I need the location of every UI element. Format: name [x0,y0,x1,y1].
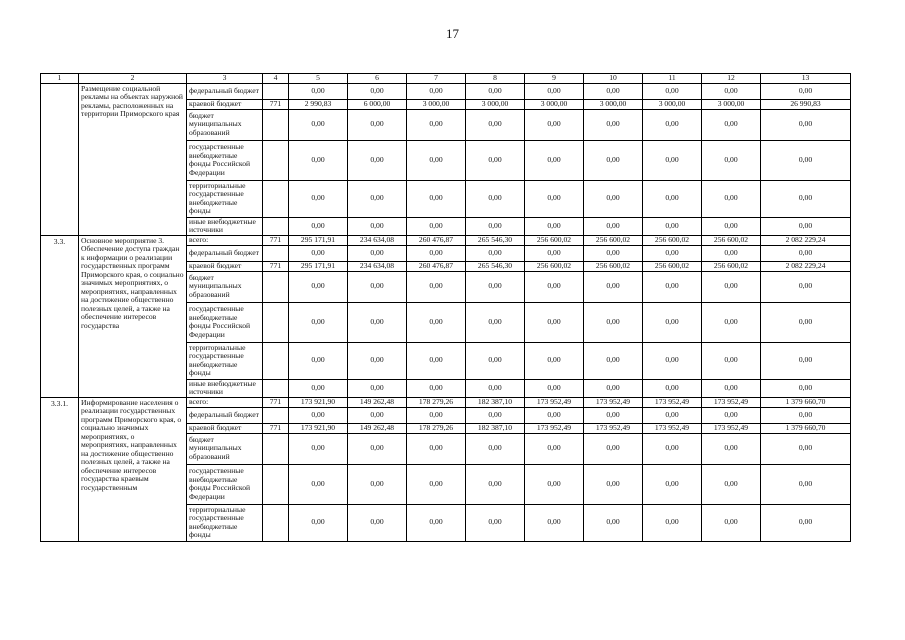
funding-source-cell: иные внебюджетные источники [187,217,263,235]
value-cell: 3 000,00 [643,99,702,109]
value-cell: 0,00 [289,407,348,423]
value-cell: 0,00 [466,217,525,235]
header-row [41,74,851,84]
value-cell: 0,00 [407,271,466,302]
value-cell: 0,00 [584,109,643,140]
funding-source-cell: бюджет муниципальных образований [187,271,263,302]
value-cell: 256 600,02 [643,261,702,271]
value-cell: 1 379 660,70 [761,397,851,407]
value-cell: 0,00 [466,302,525,342]
value-cell: 0,00 [348,464,407,504]
value-cell: 0,00 [702,433,761,464]
value-cell: 0,00 [407,180,466,217]
header-cell: 5 [289,74,348,84]
funding-source-cell: федеральный бюджет [187,83,263,99]
value-cell: 173 952,49 [584,397,643,407]
value-cell: 173 952,49 [525,423,584,433]
value-cell: 0,00 [348,504,407,541]
value-cell: 0,00 [702,109,761,140]
funding-source-cell: краевой бюджет [187,423,263,433]
value-cell: 173 952,49 [702,397,761,407]
value-cell: 0,00 [761,433,851,464]
value-cell: 0,00 [466,407,525,423]
value-cell: 0,00 [761,342,851,379]
value-cell: 0,00 [348,302,407,342]
value-cell: 0,00 [643,271,702,302]
value-cell: 173 952,49 [643,423,702,433]
budget-code-cell: 771 [263,423,289,433]
value-cell: 0,00 [289,302,348,342]
value-cell: 3 000,00 [584,99,643,109]
value-cell: 0,00 [466,83,525,99]
item-number-cell [41,83,79,235]
value-cell: 0,00 [407,504,466,541]
value-cell: 0,00 [525,180,584,217]
value-cell: 0,00 [289,379,348,397]
header-cell: 1 [41,74,79,84]
value-cell: 0,00 [348,217,407,235]
value-cell: 0,00 [702,379,761,397]
funding-source-cell: иные внебюджетные источники [187,379,263,397]
budget-code-cell: 771 [263,397,289,407]
value-cell: 178 279,26 [407,423,466,433]
value-cell: 0,00 [702,217,761,235]
value-cell: 0,00 [643,83,702,99]
value-cell: 0,00 [761,464,851,504]
value-cell: 3 000,00 [702,99,761,109]
value-cell: 0,00 [466,245,525,261]
value-cell: 173 952,49 [525,397,584,407]
budget-code-cell [263,109,289,140]
value-cell: 0,00 [761,180,851,217]
header-cell: 12 [702,74,761,84]
header-cell: 4 [263,74,289,84]
value-cell: 0,00 [584,379,643,397]
value-cell: 0,00 [407,109,466,140]
value-cell: 0,00 [466,464,525,504]
value-cell: 0,00 [584,433,643,464]
funding-source-cell: территориальные государственные внебюджетные фонды [187,342,263,379]
value-cell: 0,00 [702,302,761,342]
value-cell: 0,00 [466,504,525,541]
value-cell: 0,00 [761,83,851,99]
value-cell: 3 000,00 [407,99,466,109]
budget-code-cell [263,245,289,261]
value-cell: 0,00 [761,109,851,140]
value-cell: 0,00 [289,245,348,261]
value-cell: 0,00 [466,379,525,397]
budget-code-cell [263,140,289,180]
header-cell: 7 [407,74,466,84]
value-cell: 0,00 [584,217,643,235]
value-cell: 0,00 [643,464,702,504]
value-cell: 0,00 [466,433,525,464]
value-cell: 0,00 [525,504,584,541]
value-cell: 256 600,02 [525,261,584,271]
value-cell: 0,00 [702,407,761,423]
funding-source-cell: бюджет муниципальных образований [187,109,263,140]
value-cell: 0,00 [289,271,348,302]
value-cell: 0,00 [584,140,643,180]
value-cell: 0,00 [289,140,348,180]
value-cell: 0,00 [584,342,643,379]
funding-source-cell: территориальные государственные внебюджетные фонды [187,180,263,217]
header-cell: 2 [79,74,187,84]
value-cell: 256 600,02 [702,261,761,271]
budget-code-cell [263,302,289,342]
budget-body [41,74,851,542]
value-cell: 295 171,91 [289,261,348,271]
value-cell: 0,00 [643,140,702,180]
value-cell: 260 476,87 [407,235,466,245]
page-number: 17 [446,26,459,41]
value-cell: 0,00 [584,302,643,342]
funding-source-cell: федеральный бюджет [187,245,263,261]
value-cell: 0,00 [761,217,851,235]
value-cell: 0,00 [643,109,702,140]
value-cell: 0,00 [584,180,643,217]
value-cell: 2 082 229,24 [761,235,851,245]
header-cell: 6 [348,74,407,84]
value-cell: 2 082 229,24 [761,261,851,271]
value-cell: 0,00 [289,342,348,379]
value-cell: 0,00 [407,245,466,261]
item-name-cell: Основное мероприятие 3. Обеспечение доступа граждан к информации о реализации государственных программ Приморского края, о социально значимых мероприятиях, о мероприятиях, направленных на достижение общественно полезных целей, а также на обеспечение интересов государства [79,235,187,397]
value-cell: 0,00 [348,245,407,261]
funding-source-cell: всего: [187,235,263,245]
budget-table [40,73,851,542]
budget-code-cell [263,379,289,397]
value-cell: 0,00 [407,407,466,423]
value-cell: 6 000,00 [348,99,407,109]
value-cell: 234 634,08 [348,235,407,245]
value-cell: 0,00 [643,407,702,423]
value-cell: 26 990,83 [761,99,851,109]
value-cell: 0,00 [584,271,643,302]
value-cell: 0,00 [643,245,702,261]
value-cell: 0,00 [643,379,702,397]
value-cell: 234 634,08 [348,261,407,271]
budget-code-cell [263,342,289,379]
header-cell: 3 [187,74,263,84]
value-cell: 0,00 [584,504,643,541]
value-cell: 173 952,49 [643,397,702,407]
value-cell: 173 921,90 [289,423,348,433]
value-cell: 173 921,90 [289,397,348,407]
value-cell: 173 952,49 [702,423,761,433]
value-cell: 0,00 [348,271,407,302]
value-cell: 0,00 [348,109,407,140]
value-cell: 0,00 [348,83,407,99]
value-cell: 0,00 [584,83,643,99]
value-cell: 0,00 [643,504,702,541]
funding-source-cell: территориальные государственные внебюджетные фонды [187,504,263,541]
funding-source-cell: государственные внебюджетные фонды Российской Федерации [187,140,263,180]
value-cell: 0,00 [702,83,761,99]
funding-source-cell: краевой бюджет [187,261,263,271]
value-cell: 149 262,48 [348,397,407,407]
table-row [41,83,851,99]
header-cell: 13 [761,74,851,84]
value-cell: 3 000,00 [466,99,525,109]
value-cell: 0,00 [702,342,761,379]
value-cell: 0,00 [761,271,851,302]
value-cell: 0,00 [643,217,702,235]
value-cell: 0,00 [407,302,466,342]
value-cell: 260 476,87 [407,261,466,271]
value-cell: 0,00 [761,245,851,261]
budget-code-cell [263,83,289,99]
value-cell: 0,00 [702,271,761,302]
value-cell: 182 387,10 [466,423,525,433]
budget-code-cell [263,504,289,541]
value-cell: 0,00 [761,302,851,342]
value-cell: 0,00 [525,83,584,99]
value-cell: 0,00 [525,342,584,379]
value-cell: 0,00 [525,407,584,423]
value-cell: 3 000,00 [525,99,584,109]
value-cell: 0,00 [407,217,466,235]
value-cell: 0,00 [643,342,702,379]
funding-source-cell: государственные внебюджетные фонды Российской Федерации [187,302,263,342]
value-cell: 0,00 [466,180,525,217]
budget-code-cell: 771 [263,261,289,271]
item-number-cell: 3.3. [41,235,79,397]
value-cell: 0,00 [525,217,584,235]
header-cell: 10 [584,74,643,84]
value-cell: 0,00 [761,407,851,423]
value-cell: 0,00 [466,140,525,180]
value-cell: 0,00 [643,180,702,217]
value-cell: 0,00 [525,109,584,140]
budget-code-cell [263,433,289,464]
item-number-cell: 3.3.1. [41,397,79,541]
value-cell: 0,00 [525,433,584,464]
table-row [41,397,851,407]
value-cell: 0,00 [761,504,851,541]
header-cell: 8 [466,74,525,84]
value-cell: 149 262,48 [348,423,407,433]
value-cell: 256 600,02 [643,235,702,245]
value-cell: 0,00 [407,140,466,180]
value-cell: 173 952,49 [584,423,643,433]
value-cell: 0,00 [525,140,584,180]
value-cell: 1 379 660,70 [761,423,851,433]
value-cell: 0,00 [584,407,643,423]
value-cell: 0,00 [466,271,525,302]
value-cell: 265 546,30 [466,261,525,271]
value-cell: 0,00 [289,83,348,99]
value-cell: 0,00 [702,464,761,504]
value-cell: 256 600,02 [584,235,643,245]
value-cell: 0,00 [348,407,407,423]
value-cell: 0,00 [702,245,761,261]
budget-code-cell: 771 [263,235,289,245]
value-cell: 0,00 [525,379,584,397]
value-cell: 0,00 [289,217,348,235]
value-cell: 182 387,10 [466,397,525,407]
value-cell: 0,00 [584,464,643,504]
value-cell: 0,00 [702,180,761,217]
value-cell: 256 600,02 [584,261,643,271]
value-cell: 0,00 [584,245,643,261]
value-cell: 0,00 [525,245,584,261]
value-cell: 0,00 [702,140,761,180]
value-cell: 0,00 [643,302,702,342]
header-cell: 9 [525,74,584,84]
value-cell: 0,00 [407,433,466,464]
value-cell: 0,00 [761,140,851,180]
table-row [41,235,851,245]
funding-source-cell: федеральный бюджет [187,407,263,423]
value-cell: 0,00 [348,342,407,379]
budget-code-cell [263,464,289,504]
budget-code-cell [263,407,289,423]
value-cell: 0,00 [289,109,348,140]
value-cell: 0,00 [466,342,525,379]
value-cell: 295 171,91 [289,235,348,245]
value-cell: 178 279,26 [407,397,466,407]
value-cell: 0,00 [761,379,851,397]
value-cell: 0,00 [289,180,348,217]
funding-source-cell: краевой бюджет [187,99,263,109]
value-cell: 0,00 [407,83,466,99]
item-name-cell: Размещение социальной рекламы на объектах наружной рекламы, расположенных на территории Приморского края [79,83,187,235]
value-cell: 0,00 [407,342,466,379]
value-cell: 0,00 [407,379,466,397]
value-cell: 0,00 [289,464,348,504]
value-cell: 0,00 [348,433,407,464]
budget-code-cell [263,271,289,302]
value-cell: 0,00 [525,302,584,342]
value-cell: 0,00 [348,379,407,397]
value-cell: 256 600,02 [525,235,584,245]
funding-source-cell: государственные внебюджетные фонды Российской Федерации [187,464,263,504]
value-cell: 0,00 [643,433,702,464]
budget-code-cell [263,180,289,217]
item-name-cell: Информирование населения о реализации государственных программ Приморского края, о социально значимых мероприятиях, о мероприятиях, направленных на достижение общественно полезных целей, а также на обеспечение интересов государства краевым государственным [79,397,187,541]
header-cell: 11 [643,74,702,84]
value-cell: 2 990,83 [289,99,348,109]
value-cell: 0,00 [289,504,348,541]
value-cell: 0,00 [525,271,584,302]
value-cell: 0,00 [348,140,407,180]
value-cell: 265 546,30 [466,235,525,245]
value-cell: 0,00 [702,504,761,541]
value-cell: 0,00 [525,464,584,504]
value-cell: 256 600,02 [702,235,761,245]
value-cell: 0,00 [289,433,348,464]
value-cell: 0,00 [407,464,466,504]
funding-source-cell: бюджет муниципальных образований [187,433,263,464]
funding-source-cell: всего: [187,397,263,407]
budget-code-cell [263,217,289,235]
budget-code-cell: 771 [263,99,289,109]
value-cell: 0,00 [348,180,407,217]
value-cell: 0,00 [466,109,525,140]
